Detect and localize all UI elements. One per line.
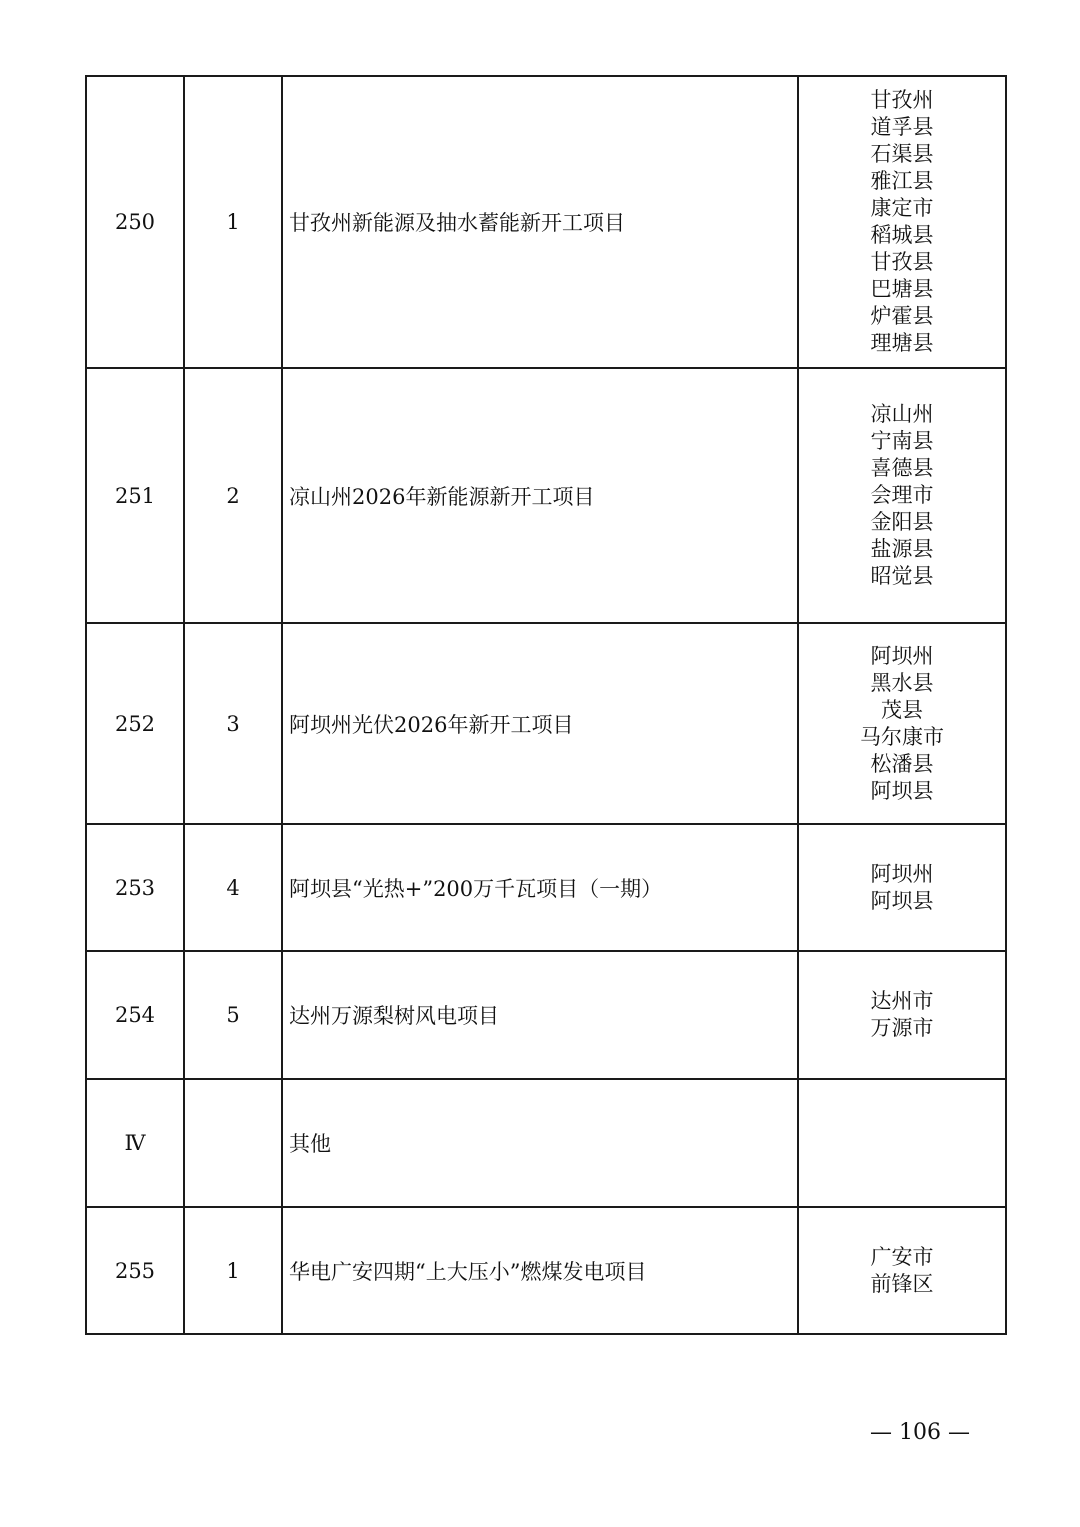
sub-number: 5 [184, 951, 282, 1079]
project-name: 阿坝州光伏2026年新开工项目 [282, 623, 798, 824]
project-name: 甘孜州新能源及抽水蓄能新开工项目 [282, 76, 798, 368]
location-item: 巴塘县 [870, 277, 934, 301]
location-item: 稻城县 [870, 223, 934, 247]
location-cell [798, 76, 1006, 368]
section-name: 其他 [282, 1079, 798, 1207]
location-item: 广安市 [870, 1244, 934, 1269]
location-item: 甘孜县 [870, 250, 934, 274]
location-item: 宁南县 [870, 429, 934, 453]
location-item: 阿坝县 [870, 888, 934, 913]
location-item: 昭觉县 [870, 564, 934, 588]
location-item: 黑水县 [870, 670, 934, 695]
table-row [86, 1207, 1006, 1334]
table-row [86, 951, 1006, 1079]
section-number: Ⅳ [86, 1079, 184, 1207]
location-item: 阿坝县 [870, 778, 934, 803]
location-cell [798, 951, 1006, 1079]
project-table [85, 75, 1007, 1335]
location-item: 会理市 [870, 483, 934, 507]
location-item: 凉山州 [870, 402, 934, 426]
location-item: 金阳县 [870, 510, 934, 534]
row-number: 251 [86, 368, 184, 623]
location-item: 茂县 [881, 697, 923, 722]
sub-number: 4 [184, 824, 282, 951]
project-name: 华电广安四期“上大压小”燃煤发电项目 [282, 1207, 798, 1334]
page-number: — 106 — [870, 1420, 970, 1445]
row-number: 255 [86, 1207, 184, 1334]
row-number: 253 [86, 824, 184, 951]
sub-number: 2 [184, 368, 282, 623]
row-number: 250 [86, 76, 184, 368]
table-row [86, 1079, 1006, 1207]
location-item: 石渠县 [870, 142, 934, 166]
location-cell [798, 824, 1006, 951]
location-item: 道孚县 [870, 115, 934, 139]
table-row [86, 76, 1006, 368]
sub-number: 1 [184, 1207, 282, 1334]
location-item: 盐源县 [870, 537, 934, 561]
table-row [86, 623, 1006, 824]
project-name: 阿坝县“光热+”200万千瓦项目（一期） [282, 824, 798, 951]
location-item: 康定市 [870, 196, 934, 220]
location-item: 马尔康市 [860, 724, 944, 749]
location-item: 理塘县 [870, 331, 934, 355]
row-number: 252 [86, 623, 184, 824]
project-name: 凉山州2026年新能源新开工项目 [282, 368, 798, 623]
location-item: 炉霍县 [870, 304, 934, 328]
row-number: 254 [86, 951, 184, 1079]
location-item: 达州市 [870, 989, 934, 1013]
location-cell [798, 368, 1006, 623]
location-item: 雅江县 [870, 169, 934, 193]
sub-number: 1 [184, 76, 282, 368]
table-row [86, 824, 1006, 951]
location-cell [798, 623, 1006, 824]
location-item: 甘孜州 [870, 88, 934, 112]
project-name: 达州万源梨树风电项目 [282, 951, 798, 1079]
location-item: 万源市 [870, 1016, 934, 1040]
table-row [86, 368, 1006, 623]
location-item: 阿坝州 [870, 861, 934, 886]
location-item: 阿坝州 [870, 643, 934, 668]
location-cell [798, 1207, 1006, 1334]
location-item: 松潘县 [870, 751, 934, 776]
sub-number [184, 1079, 282, 1207]
location-item: 前锋区 [870, 1271, 934, 1296]
sub-number: 3 [184, 623, 282, 824]
location-cell [798, 1079, 1006, 1207]
location-item: 喜德县 [870, 456, 934, 480]
